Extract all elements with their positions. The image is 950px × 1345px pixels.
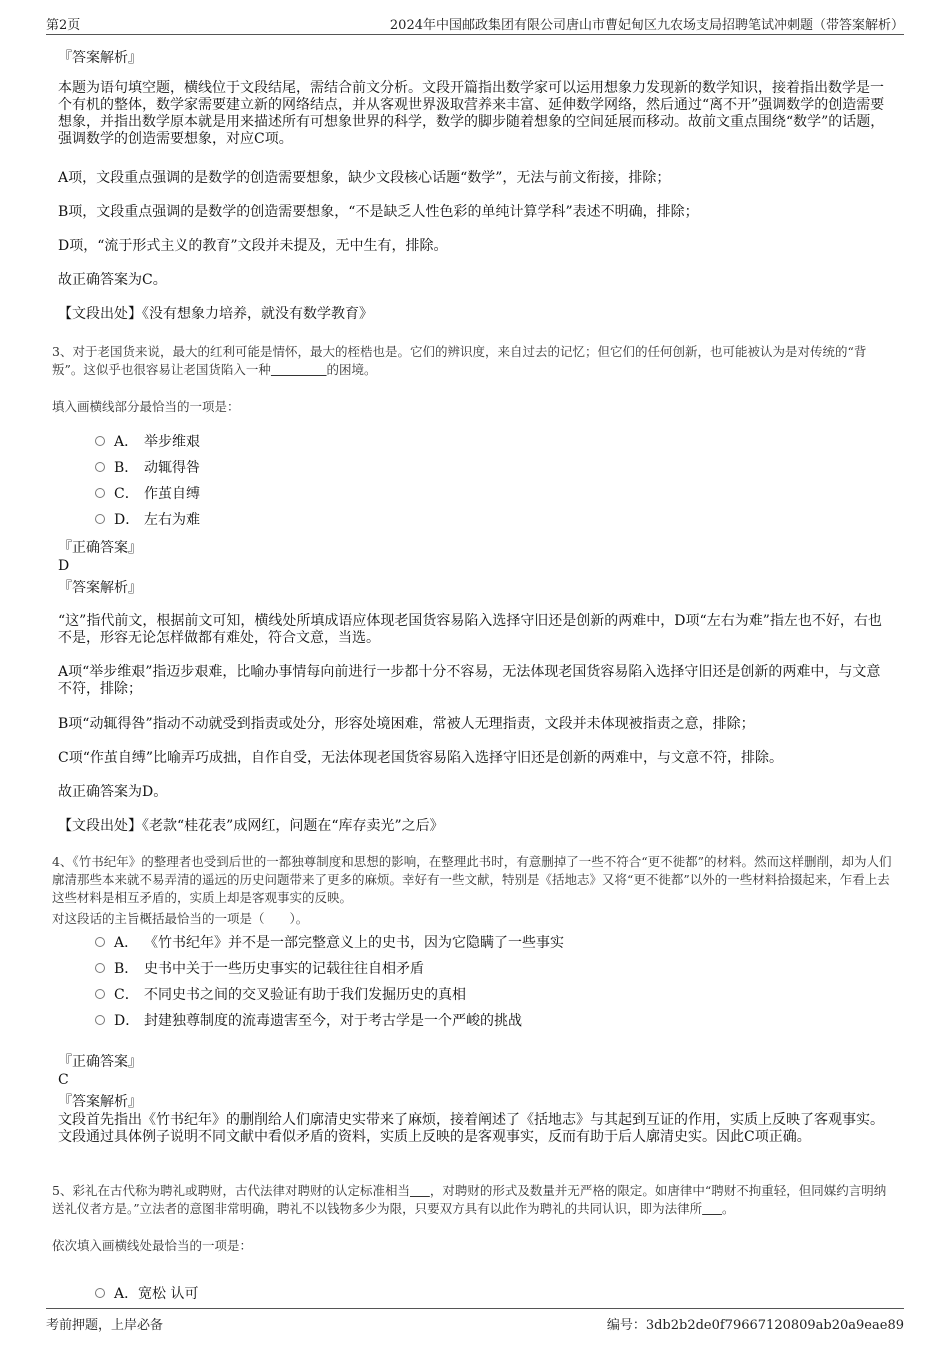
q3-source: 【文段出处】《老款“桂花表”成网红，问题在“库存卖光”之后》	[58, 818, 444, 834]
radio-icon[interactable]	[95, 1015, 105, 1025]
q3-stem: 3、对于老国货来说，最大的红利可能是情怀，最大的桎梏也是。它们的辨识度，来自过去的记忆；但它们的任何创新，也可能被认为是对传统的“背叛”。这似乎也很容易让老国货陷入一种 的困境。	[52, 344, 867, 377]
page-footer	[46, 1308, 904, 1335]
q2-analysis: 本题为语句填空题，横线位于文段结尾，需结合前文分析。文段开篇指出数学家可以运用想象力发现新的数学知识，接着指出数学是一个有机的整体，数学家需要建立新的网络结点，并从客观世界汲取营养来丰富、延伸数学网络，然后通过“离不开”强调数学的创造需要想象，并指出数学原本就是用来描述所有可想象世界的科学，数学的脚步随着想象的空间延展而移动。故前文重点围绕“数学”的话题，强调数学的创造需要想象，对应C项。	[58, 80, 885, 147]
q4-analysis: 文段首先指出《竹书纪年》的删削给人们廓清史实带来了麻烦，接着阐述了《括地志》与其起到互证的作用，实质上反映了客观事实。文段通过具体例子说明不同文献中看似矛盾的资料，实质上反映的是客观事实，反而有助于后人廓清史实。因此C项正确。	[58, 1112, 884, 1145]
q2-option-a-analysis: A项，文段重点强调的是数学的创造需要想象，缺少文段核心话题“数学”，无法与前文衔接，排除；	[58, 170, 671, 186]
radio-icon[interactable]	[95, 963, 105, 973]
document-title: 2024年中国邮政集团有限公司唐山市曹妃甸区九农场支局招聘笔试冲刺题（带答案解析）	[389, 18, 904, 33]
q2-option-b-analysis: B项，文段重点强调的是数学的创造需要想象，“不是缺乏人性色彩的单纯计算学科”表述不明确，排除；	[58, 204, 699, 220]
q3-option-c[interactable]: C． 作茧自缚	[95, 484, 200, 504]
q5-blank-2	[702, 1201, 722, 1216]
q5-option-a[interactable]: A．宽松 认可	[95, 1284, 198, 1304]
q4-question: 对这段话的主旨概括最恰当的一项是（ ）。	[52, 911, 309, 926]
radio-icon[interactable]	[95, 462, 105, 472]
q3-answer-label: 『正确答案』	[58, 540, 142, 556]
footer-slogan: 考前押题，上岸必备	[46, 1318, 164, 1333]
q3-conclusion: 故正确答案为D。	[58, 784, 168, 800]
q3-instruction: 填入画横线部分最恰当的一项是：	[52, 399, 240, 414]
q3-option-c-analysis: C项“作茧自缚”比喻弄巧成拙，自作自受，无法体现老国货容易陷入选择守旧还是创新的两难中，与文意不符，排除。	[58, 750, 784, 766]
q4-option-d[interactable]: D． 封建独尊制度的流毒遗害至今，对于考古学是一个严峻的挑战	[95, 1011, 522, 1031]
q5-instruction: 依次填入画横线处最恰当的一项是：	[52, 1238, 253, 1253]
q2-conclusion: 故正确答案为C。	[58, 272, 167, 288]
q2-source: 【文段出处】《没有想象力培养，就没有数学教育》	[58, 306, 373, 322]
q3-option-d[interactable]: D． 左右为难	[95, 510, 200, 530]
page-number: 第2页	[46, 18, 81, 33]
q4-option-a[interactable]: A． 《竹书纪年》并不是一部完整意义上的史书，因为它隐瞒了一些事实	[95, 933, 564, 953]
q4-option-c[interactable]: C． 不同史书之间的交叉验证有助于我们发掘历史的真相	[95, 985, 466, 1005]
radio-icon[interactable]	[95, 514, 105, 524]
q4-answer-label: 『正确答案』	[58, 1054, 142, 1070]
document-id: 编号：3db2b2de0f79667120809ab20a9eae89	[606, 1318, 904, 1333]
q2-analysis-label: 『答案解析』	[58, 50, 142, 66]
q3-option-b-analysis: B项“动辄得咎”指动不动就受到指责或处分，形容处境困难，常被人无理指责，文段并未体现被指责之意，排除；	[58, 716, 755, 732]
q3-option-a-analysis: A项“举步维艰”指迈步艰难，比喻办事情每向前进行一步都十分不容易，无法体现老国货容易陷入选择守旧还是创新的两难中，与文意不符，排除；	[58, 664, 881, 697]
q5-stem: 5、彩礼在古代称为聘礼或聘财，古代法律对聘财的认定标准相当 ，对聘财的形式及数量并无严格的限定。如唐律中“聘财不拘重轻，但同媒约言明纳送礼仪者方是。”立法者的意图非常明确，聘礼不以钱物多少为限，只要双方具有以此作为聘礼的共同认识，即为法律所 。	[52, 1183, 887, 1216]
q4-option-b[interactable]: B． 史书中关于一些历史事实的记载往往自相矛盾	[95, 959, 424, 979]
q2-option-d-analysis: D项，“流于形式主义的教育”文段并未提及，无中生有，排除。	[58, 238, 448, 254]
q3-analysis-label: 『答案解析』	[58, 580, 142, 596]
q4-analysis-label: 『答案解析』	[58, 1094, 142, 1110]
q3-analysis: “这”指代前文，根据前文可知，横线处所填成语应体现老国货容易陷入选择守旧还是创新的两难中，D项“左右为难”指左也不好，右也不是，形容无论怎样做都有难处，符合文意，当选。	[58, 613, 882, 646]
radio-icon[interactable]	[95, 1288, 105, 1298]
radio-icon[interactable]	[95, 937, 105, 947]
q4-stem: 4、《竹书纪年》的整理者也受到后世的一都独尊制度和思想的影响，在整理此书时，有意删掉了一些不符合“更不徙都”的材料。然而这样删削，却为人们廓清那些本来就不易弄清的遥远的历史问题带来了更多的麻烦。幸好有一些文献，特别是《括地志》又将“更不徙都”以外的一些材料拾掇起来，乍看上去这些材料是相互矛盾的，实质上却是客观事实的反映。	[52, 854, 892, 905]
q4-answer: C	[58, 1072, 69, 1088]
q5-blank-1	[410, 1183, 430, 1198]
radio-icon[interactable]	[95, 436, 105, 446]
q3-answer: D	[58, 558, 70, 574]
q3-option-a[interactable]: A． 举步维艰	[95, 432, 200, 452]
q3-blank	[271, 362, 327, 377]
page-header	[46, 14, 904, 35]
radio-icon[interactable]	[95, 488, 105, 498]
q3-option-b[interactable]: B． 动辄得咎	[95, 458, 200, 478]
radio-icon[interactable]	[95, 989, 105, 999]
